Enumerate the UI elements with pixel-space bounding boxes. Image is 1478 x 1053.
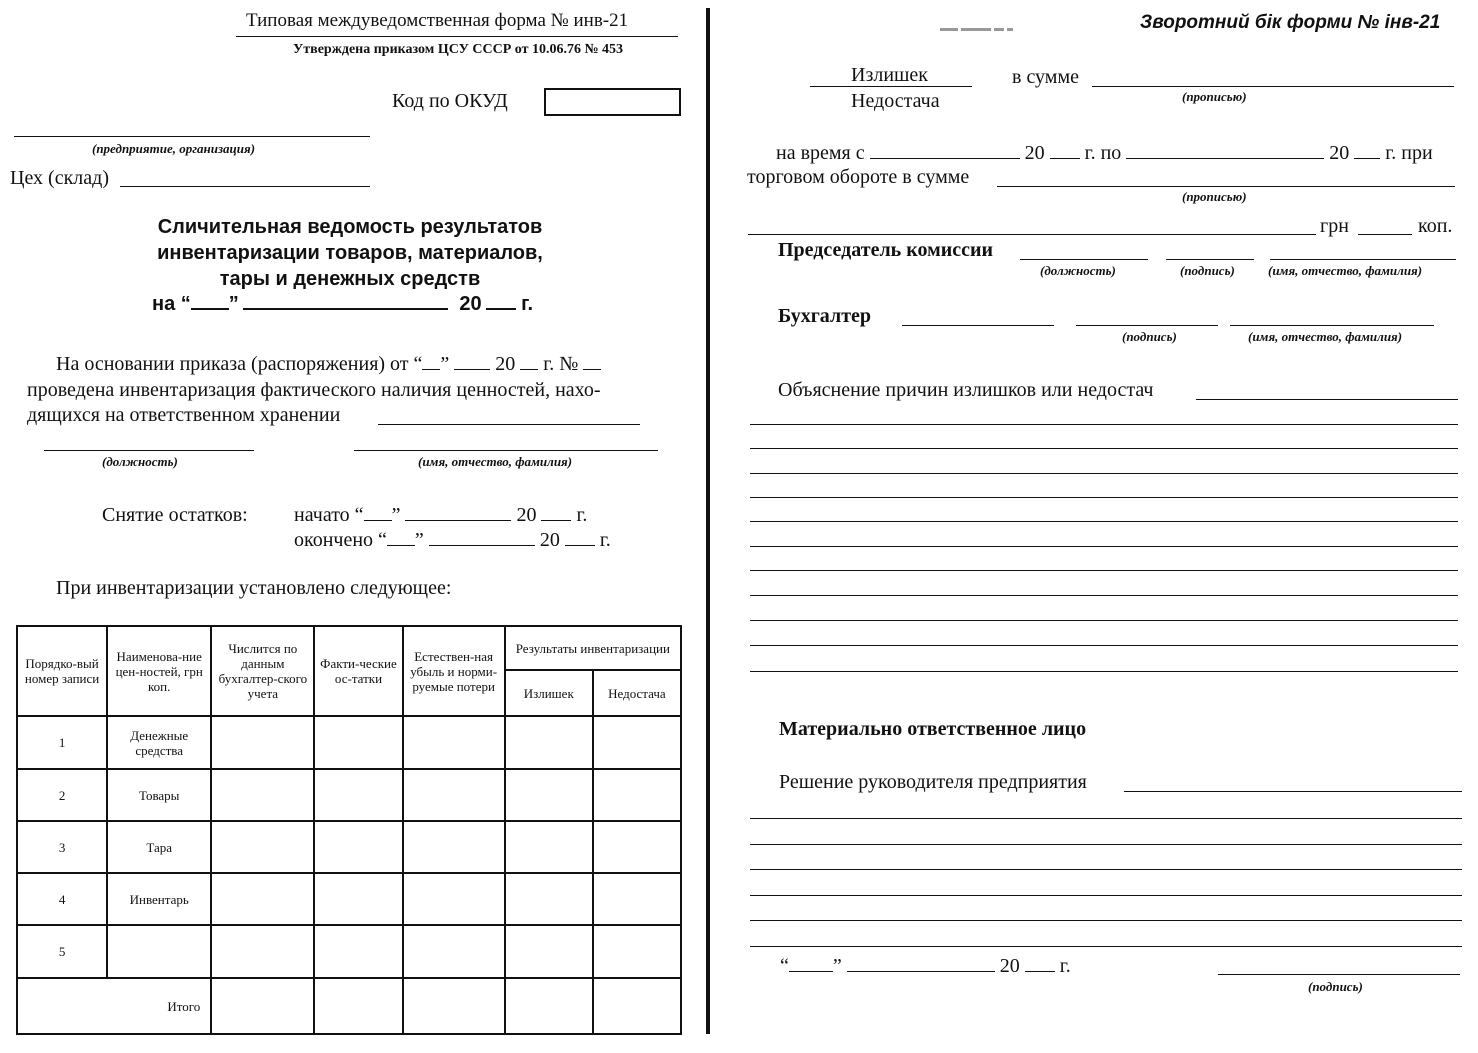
kop-label: коп. <box>1418 215 1453 237</box>
row-number: 2 <box>17 769 107 821</box>
chairman-signature-caption: (подпись) <box>1180 263 1235 278</box>
date-close-quote: ” <box>228 293 239 315</box>
doc-title-line-3: тары и денежных средств <box>219 268 481 290</box>
accountant-signature-caption: (подпись) <box>1122 329 1177 344</box>
accountant-position-field[interactable] <box>902 325 1054 326</box>
decision-signature-caption: (подпись) <box>1308 979 1363 994</box>
chairman-position-field[interactable] <box>1020 259 1148 260</box>
cell-loss[interactable] <box>403 978 505 1034</box>
okud-code-box[interactable] <box>544 88 681 116</box>
approved-by: Утверждена приказом ЦСУ СССР от 10.06.76 № 453 <box>293 42 624 57</box>
decision-year-field[interactable] <box>1025 971 1055 972</box>
workshop-label: Цех (склад) <box>10 167 110 189</box>
total-label: Итого <box>17 978 211 1034</box>
explanation-line[interactable] <box>750 620 1458 621</box>
header-item-name: Наименова-ние цен-ностей, грн коп. <box>107 626 211 716</box>
table-row <box>17 821 681 873</box>
grn-label: грн <box>1320 215 1349 237</box>
accountant-name-field[interactable] <box>1230 325 1434 326</box>
period-to-field[interactable] <box>1126 158 1324 159</box>
day-field[interactable] <box>191 308 229 310</box>
reverse-side-title: Зворотний бік форми № інв-21 <box>1140 12 1441 33</box>
decision-date-line: “ ” 20 г. <box>780 955 1071 977</box>
date-open-quote: на “ <box>152 293 191 315</box>
explanation-line[interactable] <box>750 473 1458 474</box>
row-item-name: Денежные средства <box>107 716 211 769</box>
started-year-field[interactable] <box>541 520 571 521</box>
decision-line[interactable] <box>750 895 1462 896</box>
header-book-balance: Числится по данным бухгалтер-ского учета <box>211 626 314 716</box>
period-to-year-field[interactable] <box>1354 158 1380 159</box>
inventory-table <box>16 625 682 1035</box>
total-row <box>17 978 681 1034</box>
doc-title-date <box>152 293 533 316</box>
header-shortage: Недостача <box>593 670 681 716</box>
year-field[interactable] <box>486 308 516 310</box>
chairman-label: Председатель комиссии <box>778 239 994 261</box>
cell-surplus[interactable] <box>505 821 593 873</box>
decision-field[interactable] <box>1124 791 1462 792</box>
cell-book[interactable] <box>211 716 314 769</box>
page-divider <box>706 8 710 1034</box>
header-natural-loss: Естествен-ная убыль и норми-руемые потери <box>403 626 505 716</box>
in-words-caption-2: (прописью) <box>1182 189 1247 204</box>
position-caption: (должность) <box>102 454 178 469</box>
row-number: 1 <box>17 716 107 769</box>
cell-actual[interactable] <box>314 769 402 821</box>
accountant-label: Бухгалтер <box>778 305 872 327</box>
explanation-line[interactable] <box>750 546 1458 547</box>
name-field[interactable] <box>354 450 658 451</box>
started-day-field[interactable] <box>364 520 392 521</box>
amount-in-words-field[interactable] <box>1092 86 1454 87</box>
doc-title-line-1: Сличительная ведомость результатов <box>157 216 543 238</box>
table-row <box>17 925 681 978</box>
table-row <box>17 873 681 925</box>
header-results: Результаты инвентаризации <box>505 626 681 670</box>
workshop-field[interactable] <box>120 186 370 187</box>
okud-label: Код по ОКУД <box>392 90 508 112</box>
row-item-name: Тара <box>107 821 211 873</box>
faded-stamp-marks <box>940 20 1050 34</box>
explanation-line[interactable] <box>750 570 1458 571</box>
explanation-label: Объяснение причин излишков или недостач <box>778 379 1154 401</box>
cell-surplus[interactable] <box>505 716 593 769</box>
turnover-field[interactable] <box>997 186 1455 187</box>
decision-line[interactable] <box>750 946 1462 947</box>
established-text: При инвентаризации установлено следующее: <box>56 577 452 599</box>
header-record-number: Порядко-вый номер записи <box>17 626 107 716</box>
table-row <box>17 716 681 769</box>
shortage-label: Недостача <box>851 90 940 112</box>
cell-loss[interactable] <box>403 821 505 873</box>
cell-actual[interactable] <box>314 821 402 873</box>
position-field[interactable] <box>44 450 254 451</box>
form-number-underline <box>236 36 678 37</box>
year-prefix: 20 <box>459 293 482 315</box>
decision-signature-field[interactable] <box>1218 974 1460 975</box>
order-month-field[interactable] <box>454 369 490 370</box>
cell-shortage[interactable] <box>593 769 681 821</box>
explanation-line[interactable] <box>750 595 1458 596</box>
explanation-line[interactable] <box>750 448 1458 449</box>
explanation-line[interactable] <box>750 521 1458 522</box>
cell-shortage[interactable] <box>593 873 681 925</box>
kop-field[interactable] <box>1358 234 1412 235</box>
cell-shortage[interactable] <box>593 925 681 978</box>
cell-book[interactable] <box>211 925 314 978</box>
order-number-field[interactable] <box>583 369 601 370</box>
explanation-line[interactable] <box>750 424 1458 425</box>
explanation-line[interactable] <box>750 645 1458 646</box>
started-line: начато “ ” 20 г. <box>294 504 588 526</box>
cell-loss[interactable] <box>403 873 505 925</box>
decision-label: Решение руководителя предприятия <box>779 771 1087 793</box>
finished-month-field[interactable] <box>429 545 535 546</box>
doc-title-line-2: инвентаризации товаров, материалов, <box>157 242 543 264</box>
year-suffix: г. <box>521 293 534 315</box>
cell-loss[interactable] <box>403 769 505 821</box>
cell-loss[interactable] <box>403 716 505 769</box>
accountant-name-caption: (имя, отчество, фамилия) <box>1248 329 1403 344</box>
chairman-name-caption: (имя, отчество, фамилия) <box>1268 263 1423 278</box>
header-actual-balance: Факти-ческие ос-татки <box>314 626 402 716</box>
finished-line: окончено “ ” 20 г. <box>294 529 611 551</box>
finished-year-field[interactable] <box>565 545 595 546</box>
cell-book[interactable] <box>211 978 314 1034</box>
cell-actual[interactable] <box>314 716 402 769</box>
month-field[interactable] <box>243 308 448 310</box>
cell-surplus[interactable] <box>505 873 593 925</box>
decision-line[interactable] <box>750 844 1462 845</box>
removal-label: Снятие остатков: <box>102 504 248 526</box>
name-caption: (имя, отчество, фамилия) <box>418 454 573 469</box>
period-from-year-field[interactable] <box>1050 158 1080 159</box>
enterprise-field[interactable] <box>14 136 370 137</box>
chairman-signature-field[interactable] <box>1166 259 1254 260</box>
in-amount-label: в сумме <box>1012 66 1079 88</box>
table-row <box>17 769 681 821</box>
cell-book[interactable] <box>211 821 314 873</box>
started-month-field[interactable] <box>405 520 511 521</box>
basis-line-3: дящихся на ответственном хранении <box>27 404 341 426</box>
cell-loss[interactable] <box>403 925 505 978</box>
order-day-field[interactable] <box>422 369 440 370</box>
cell-book[interactable] <box>211 873 314 925</box>
cell-surplus[interactable] <box>505 925 593 978</box>
row-number: 3 <box>17 821 107 873</box>
turnover-label: торговом обороте в сумме <box>747 166 970 188</box>
enterprise-caption: (предприятие, организация) <box>92 141 256 156</box>
form-number: Типовая междуведомственная форма № инв-21 <box>246 10 629 31</box>
decision-month-field[interactable] <box>847 971 995 972</box>
cell-shortage[interactable] <box>593 978 681 1034</box>
surplus-shortage-separator <box>810 86 972 87</box>
explanation-line[interactable] <box>750 671 1458 672</box>
row-item-name[interactable] <box>107 925 211 978</box>
row-number: 4 <box>17 873 107 925</box>
storage-field[interactable] <box>378 424 640 425</box>
header-surplus: Излишек <box>505 670 593 716</box>
decision-line[interactable] <box>750 920 1462 921</box>
chairman-position-caption: (должность) <box>1040 263 1116 278</box>
cell-actual[interactable] <box>314 925 402 978</box>
order-year-field[interactable] <box>520 369 538 370</box>
explanation-line[interactable] <box>750 497 1458 498</box>
explanation-field[interactable] <box>1196 399 1458 400</box>
basis-line-2: проведена инвентаризация фактического наличия ценностей, нахо- <box>27 379 601 401</box>
responsible-person-label: Материально ответственное лицо <box>779 718 1087 740</box>
accountant-signature-field[interactable] <box>1076 325 1218 326</box>
surplus-label: Излишек <box>851 64 929 86</box>
cell-shortage[interactable] <box>593 716 681 769</box>
cell-actual[interactable] <box>314 873 402 925</box>
cell-actual[interactable] <box>314 978 402 1034</box>
finished-day-field[interactable] <box>387 545 415 546</box>
decision-line[interactable] <box>750 818 1462 819</box>
row-item-name: Инвентарь <box>107 873 211 925</box>
period-from-field[interactable] <box>870 158 1020 159</box>
cell-surplus[interactable] <box>505 769 593 821</box>
period-line: на время с 20 г. по 20 г. при <box>776 142 1433 164</box>
basis-line-1: На основании приказа (распоряжения) от “ ” 20 г. № <box>56 353 601 376</box>
cell-shortage[interactable] <box>593 821 681 873</box>
turnover-continuation-field[interactable] <box>748 234 1316 235</box>
row-item-name: Товары <box>107 769 211 821</box>
cell-book[interactable] <box>211 769 314 821</box>
decision-day-field[interactable] <box>789 971 833 972</box>
decision-line[interactable] <box>750 869 1462 870</box>
chairman-name-field[interactable] <box>1270 259 1456 260</box>
row-number: 5 <box>17 925 107 978</box>
in-words-caption-1: (прописью) <box>1182 89 1247 104</box>
cell-surplus[interactable] <box>505 978 593 1034</box>
